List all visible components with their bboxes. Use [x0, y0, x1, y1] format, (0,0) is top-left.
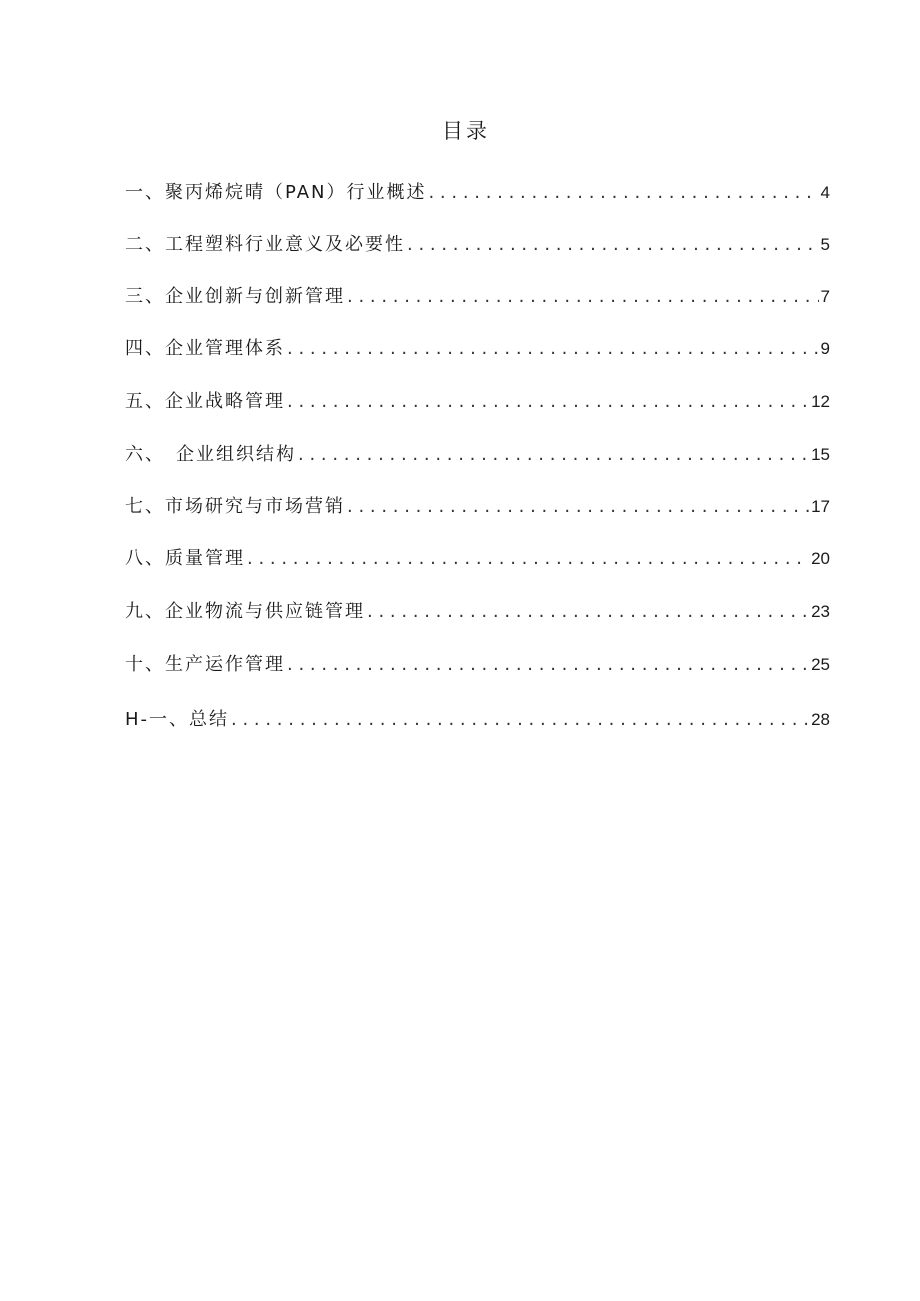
- toc-dot-leader: [298, 440, 809, 470]
- toc-title: 目录: [442, 119, 490, 143]
- toc-list: [125, 178, 830, 735]
- toc-entry-label: 三、企业创新与创新管理: [125, 286, 345, 307]
- toc-dot-leader: [287, 650, 809, 680]
- toc-entry[interactable]: [125, 178, 830, 208]
- toc-entry-page-number: 17: [811, 497, 830, 516]
- toc-entry-label: 七、市场研究与市场营销: [125, 496, 345, 517]
- toc-entry-label: 八、质量管理: [125, 548, 245, 569]
- toc-entry-label: 六、 企业组织结构: [125, 444, 296, 465]
- toc-entry[interactable]: [125, 492, 830, 522]
- toc-entry-label: H-一、总结: [125, 709, 230, 730]
- toc-entry-label: 五、企业战略管理: [125, 391, 285, 412]
- toc-dot-leader: [247, 544, 809, 574]
- toc-entry-page-number: 7: [820, 287, 830, 306]
- toc-dot-leader: [347, 282, 819, 312]
- toc-entry[interactable]: [125, 334, 830, 364]
- toc-dot-leader: [287, 334, 819, 364]
- toc-entry[interactable]: [125, 597, 830, 627]
- toc-entry[interactable]: [125, 230, 830, 260]
- toc-entry-page-number: 15: [811, 445, 830, 464]
- toc-entry[interactable]: [125, 705, 830, 735]
- toc-entry-page-number: 5: [820, 235, 830, 254]
- toc-entry-label: 十、生产运作管理: [125, 654, 285, 675]
- toc-dot-leader: [367, 597, 809, 627]
- toc-dot-leader: [287, 387, 809, 417]
- toc-dot-leader: [428, 178, 818, 208]
- toc-entry-label: 九、企业物流与供应链管理: [125, 601, 365, 622]
- toc-entry-page-number: 25: [811, 655, 830, 674]
- toc-entry-label: 二、工程塑料行业意义及必要性: [125, 234, 405, 255]
- toc-entry-page-number: 28: [811, 710, 830, 729]
- toc-entry-page-number: 4: [820, 183, 830, 202]
- toc-entry[interactable]: [125, 282, 830, 312]
- toc-entry[interactable]: [125, 650, 830, 680]
- toc-dot-leader: [407, 230, 819, 260]
- toc-entry-page-number: 9: [820, 339, 830, 358]
- toc-dot-leader: [231, 705, 809, 735]
- toc-entry-label: 四、企业管理体系: [125, 338, 285, 359]
- toc-entry[interactable]: [125, 387, 830, 417]
- toc-entry-page-number: 23: [811, 602, 830, 621]
- toc-entry-label: 一、聚丙烯烷晴（PAN）行业概述: [125, 182, 427, 203]
- toc-entry[interactable]: [125, 544, 830, 574]
- toc-entry-page-number: 20: [811, 549, 830, 568]
- toc-entry-page-number: 12: [811, 392, 830, 411]
- toc-entry[interactable]: [125, 440, 830, 470]
- toc-dot-leader: [347, 492, 809, 522]
